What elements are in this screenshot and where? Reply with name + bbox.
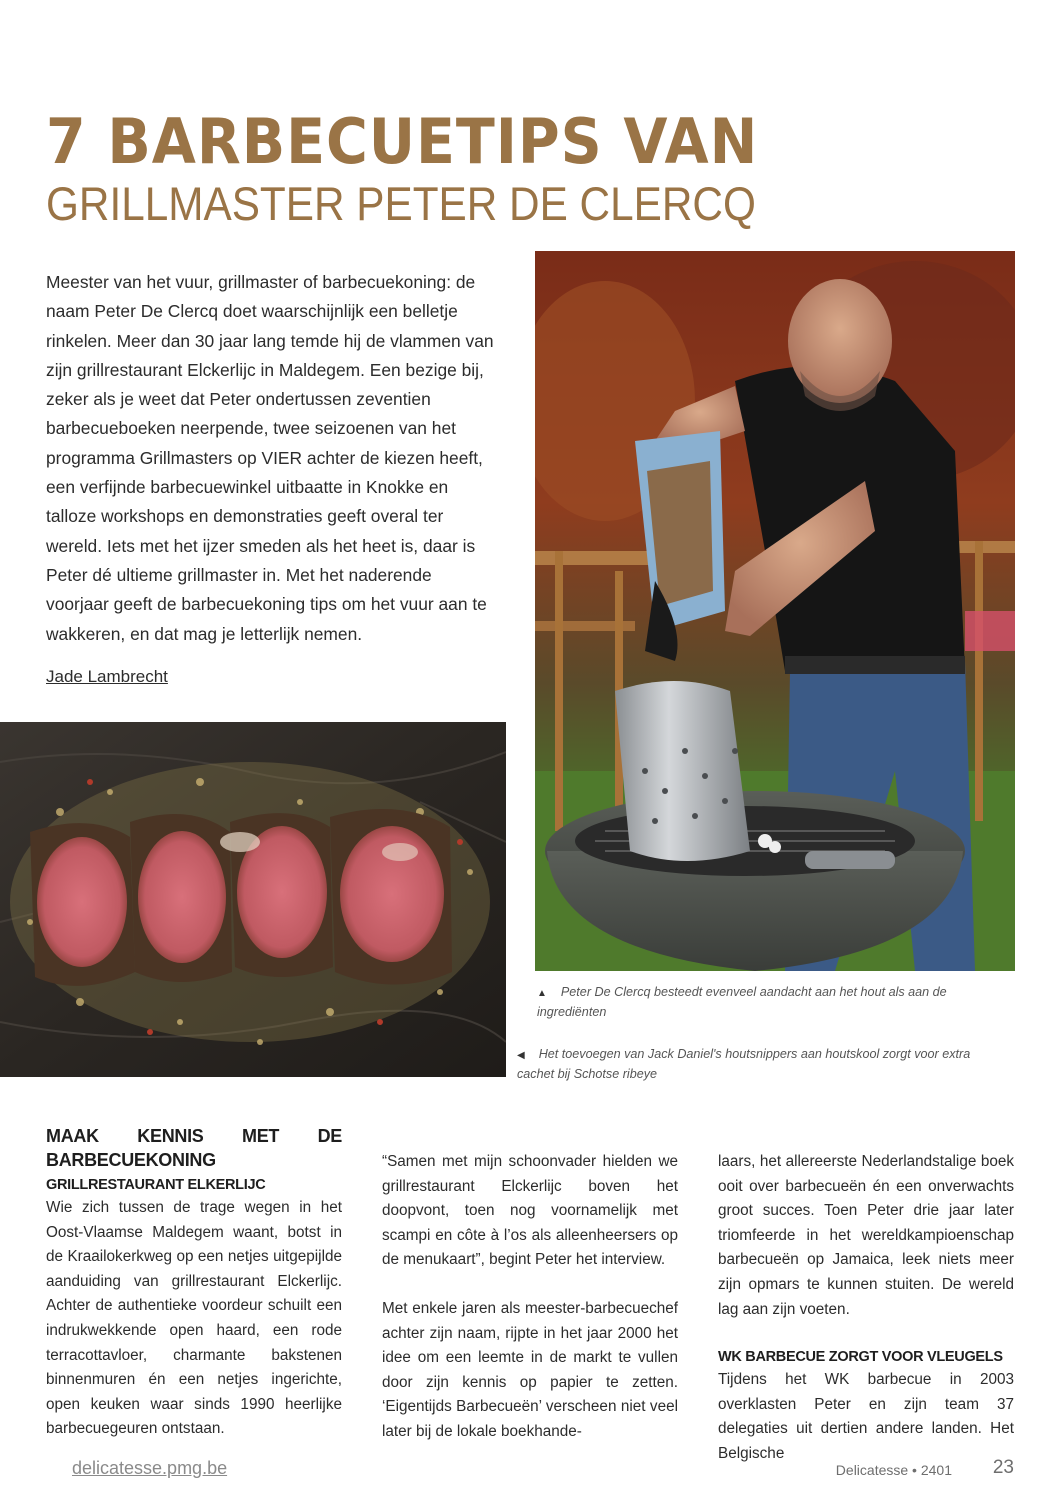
- section-heading: MAAK KENNIS MET DE BARBECUEKONING: [46, 1126, 342, 1170]
- body-column-3: [718, 1150, 1014, 1491]
- caption-ribeye-text: Het toevoegen van Jack Daniel's houtsnippers aan houtskool zorgt voor extra cachet bij Schotse ribeye: [517, 1047, 971, 1081]
- body-column-1: [46, 1124, 342, 1466]
- footer-issue: Delicatesse • 2401: [835, 1462, 952, 1478]
- arrow-up-icon: ▲: [537, 988, 547, 999]
- caption-ribeye: [517, 1045, 997, 1083]
- article-title: 7 BARBECUETIPS VAN: [46, 105, 759, 178]
- ribeye-photo: [0, 722, 506, 1077]
- footer-website-link[interactable]: delicatesse.pmg.be: [72, 1458, 228, 1478]
- column-3-paragraph-1: laars, het allereerste Nederlandstalige boek ooit over barbecueën én een onverwachts groot succes. Toen Peter drie jaar later triomfeerde in het wereldkampioenschap barbecueën op Jamaica, leek niets meer zijn opmars te kunnen stuiten. De wereld lag aan zijn voeten.: [718, 1153, 1014, 1318]
- caption-grillmaster: [537, 983, 1007, 1021]
- article-subtitle: GRILLMASTER PETER DE CLERCQ: [46, 177, 756, 230]
- grillmaster-photo: [535, 251, 1015, 971]
- page-number: 23: [992, 1457, 1014, 1478]
- body-column-2: [382, 1150, 678, 1469]
- arrow-left-icon: ◀: [517, 1050, 525, 1061]
- caption-grillmaster-text: Peter De Clercq besteedt evenveel aandacht aan het hout als aan de ingrediënten: [537, 985, 947, 1019]
- column-3-paragraph-2: Tijdens het WK barbecue in 2003 overklasten Peter en zijn team 37 delegaties uit dertien andere landen. Het Belgische: [718, 1371, 1014, 1462]
- article-intro: Meester van het vuur, grillmaster of barbecuekoning: de naam Peter De Clercq doet waarschijnlijk een belletje rinkelen. Meer dan 30 jaar lang temde hij de vlammen van zijn grillrestaurant Elckerlijc in Maldegem. Een bezige bij, zeker als je weet dat Peter ondertussen zeventien barbecueboeken neerpende, twee seizoenen van het programma Grillmasters op VIER achter de kiezen heeft, een verfijnde barbecuewinkel uitbaatte in Knokke en talloze workshops en demonstraties geeft overal ter wereld. Iets met het ijzer smeden als het heet is, daar is Peter dé ultieme grillmaster in. Met het naderende voorjaar geeft de barbecuekoning tips om het vuur aan te wakkeren, en dat mag je letterlijk nemen.: [46, 272, 494, 644]
- column-2-paragraph-1: “Samen met mijn schoonvader hielden we grillrestaurant Elckerlijc boven het doopvont, toen nog voornamelijk met scampi en côte à l’os als alleenheersers op de menukaart”, begint Peter het interview.: [382, 1153, 678, 1269]
- author-byline[interactable]: Jade Lambrecht: [46, 667, 168, 686]
- column-3-heading: WK BARBECUE ZORGT VOOR VLEUGELS: [718, 1349, 1003, 1366]
- column-1-text: Wie zich tussen de trage wegen in het Oost-Vlaamse Maldegem waant, botst in de Kraailokerkweg op een netjes uitgepijlde aanduiding van grillrestaurant Elckerlijc. Achter de authentieke voordeur schuilt een indrukwekkende open haard, een rode terracottavloer, charmante bakstenen binnenmuren én een netjes ingerichte, open keuken waar sinds 1990 heerlijke barbecuegeuren ontstaan.: [46, 1199, 342, 1438]
- section-subheading: GRILLRESTAURANT ELKERLIJC: [46, 1177, 266, 1193]
- column-2-paragraph-2: Met enkele jaren als meester-barbecuechef achter zijn naam, rijpte in het jaar 2000 het idee om een leemte in de markt te vullen door zijn kennis op papier te zetten. ‘Eigentijds Barbecueën’ verscheen niet veel later bij de lokale boekhande-: [382, 1299, 678, 1440]
